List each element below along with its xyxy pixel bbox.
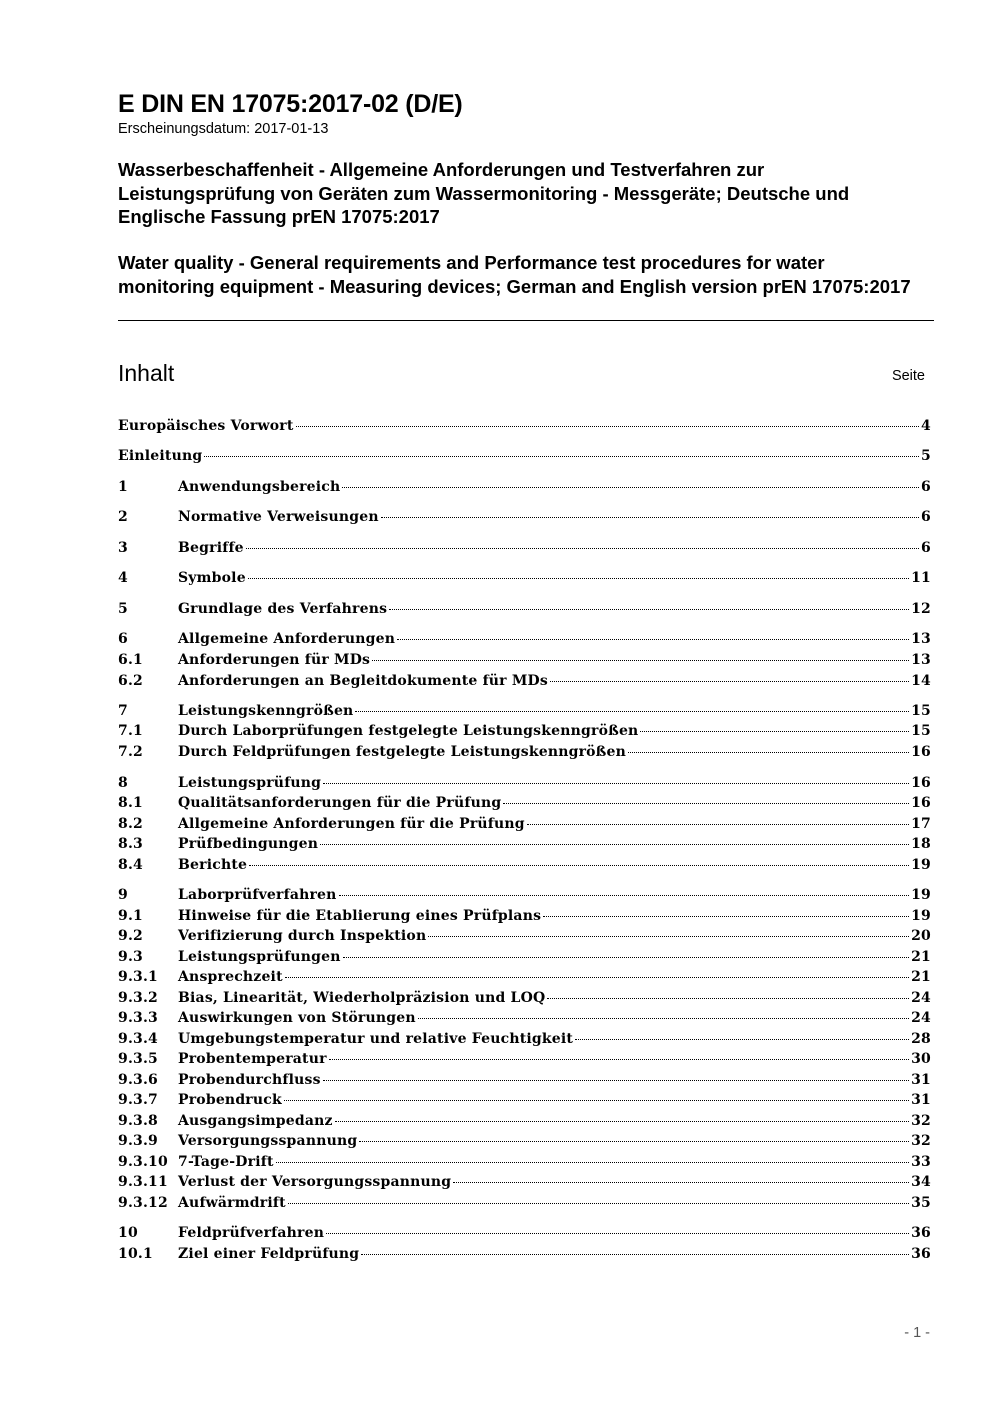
toc-entry-title: 7-Tage-Drift bbox=[178, 1154, 274, 1170]
toc-entry-title: Europäisches Vorwort bbox=[118, 418, 294, 434]
toc-dot-leader bbox=[288, 1203, 909, 1204]
toc-dot-leader bbox=[381, 517, 919, 518]
toc-entry-number: 8.4 bbox=[118, 857, 143, 873]
toc-entry[interactable] bbox=[118, 887, 931, 908]
toc-entry-title: Verlust der Versorgungsspannung bbox=[178, 1174, 452, 1190]
toc-entry[interactable] bbox=[118, 744, 931, 765]
toc-entry[interactable] bbox=[118, 509, 931, 530]
toc-entry-title: Auswirkungen von Störungen bbox=[178, 1010, 416, 1026]
toc-entry-page: 11 bbox=[911, 570, 931, 586]
toc-dot-leader bbox=[389, 609, 909, 610]
toc-entry-number: 10 bbox=[118, 1225, 138, 1241]
toc-entry-number: 9.3.1 bbox=[118, 969, 158, 985]
toc-dot-leader bbox=[543, 916, 909, 917]
toc-entry[interactable] bbox=[118, 1174, 931, 1195]
toc-entry-number: 8.3 bbox=[118, 836, 143, 852]
toc-entry[interactable] bbox=[118, 570, 931, 591]
toc-dot-leader bbox=[547, 998, 909, 999]
toc-entry-number: 2 bbox=[118, 509, 128, 525]
toc-entry[interactable] bbox=[118, 1010, 931, 1031]
toc-entry-page: 16 bbox=[911, 795, 931, 811]
toc-entry[interactable] bbox=[118, 652, 931, 673]
toc-entry[interactable] bbox=[118, 479, 931, 500]
toc-entry-title: Probentemperatur bbox=[178, 1051, 327, 1067]
toc-dot-leader bbox=[335, 1121, 909, 1122]
toc-entry[interactable] bbox=[118, 1092, 931, 1113]
toc-entry-title: Verifizierung durch Inspektion bbox=[178, 928, 427, 944]
toc-entry-number: 9.3.12 bbox=[118, 1195, 168, 1211]
toc-entry-number: 3 bbox=[118, 540, 128, 556]
toc-entry-page: 5 bbox=[921, 448, 931, 464]
toc-entry[interactable] bbox=[118, 1031, 931, 1052]
toc-entry-page: 20 bbox=[911, 928, 931, 944]
toc-entry-number: 9 bbox=[118, 887, 128, 903]
title-english: Water quality - General requirements and Performance test procedures for water monitoring equipment - Measuring devices; German and English version prEN 17075:2017 bbox=[118, 252, 911, 297]
toc-dot-leader bbox=[329, 1059, 909, 1060]
toc-entry-title: Leistungsprüfung bbox=[178, 775, 322, 791]
toc-entry-page: 6 bbox=[921, 540, 931, 556]
toc-entry-title: Hinweise für die Etablierung eines Prüfplans bbox=[178, 908, 542, 924]
toc-dot-leader bbox=[323, 783, 909, 784]
publication-date: Erscheinungsdatum: 2017-01-13 bbox=[118, 121, 329, 137]
toc-entry-page: 6 bbox=[921, 509, 931, 525]
toc-dot-leader bbox=[503, 803, 909, 804]
toc-entry-number: 5 bbox=[118, 601, 128, 617]
toc-entry-page: 16 bbox=[911, 744, 931, 760]
toc-entry-page: 19 bbox=[911, 857, 931, 873]
toc-entry-page: 13 bbox=[911, 652, 931, 668]
toc-entry-title: Umgebungstemperatur und relative Feuchtigkeit bbox=[178, 1031, 574, 1047]
toc-dot-leader bbox=[575, 1039, 909, 1040]
toc-entry-page: 24 bbox=[911, 990, 931, 1006]
toc-entry-title: Durch Laborprüfungen festgelegte Leistungskenngrößen bbox=[178, 723, 639, 739]
toc-entry-title: Bias, Linearität, Wiederholpräzision und LOQ bbox=[178, 990, 546, 1006]
toc-dot-leader bbox=[397, 639, 909, 640]
toc-heading: Inhalt bbox=[118, 360, 175, 386]
toc-entry[interactable] bbox=[118, 969, 931, 990]
toc-dot-leader bbox=[342, 487, 919, 488]
toc-dot-leader bbox=[527, 824, 909, 825]
toc-entry-number: 1 bbox=[118, 479, 128, 495]
toc-entry-title: Feldprüfverfahren bbox=[178, 1225, 325, 1241]
toc-entry[interactable] bbox=[118, 949, 931, 970]
toc-entry[interactable] bbox=[118, 795, 931, 816]
toc-entry[interactable] bbox=[118, 1072, 931, 1093]
toc-entry-number: 9.3.3 bbox=[118, 1010, 158, 1026]
toc-entry-page: 6 bbox=[921, 479, 931, 495]
toc-entry-page: 36 bbox=[911, 1246, 931, 1262]
toc-dot-leader bbox=[246, 548, 919, 549]
toc-entry-title: Probendurchfluss bbox=[178, 1072, 321, 1088]
toc-entry-number: 8.2 bbox=[118, 816, 143, 832]
toc-entry-number: 7.1 bbox=[118, 723, 143, 739]
toc-entry-title: Anforderungen an Begleitdokumente für MDs bbox=[178, 673, 548, 689]
toc-entry-title: Normative Verweisungen bbox=[178, 509, 379, 525]
toc-dot-leader bbox=[550, 681, 909, 682]
toc-entry-number: 6.1 bbox=[118, 652, 143, 668]
toc-entry-number: 7 bbox=[118, 703, 128, 719]
toc-entry[interactable] bbox=[118, 418, 931, 439]
toc-entry-page: 15 bbox=[911, 703, 931, 719]
toc-entry-title: Grundlage des Verfahrens bbox=[178, 601, 388, 617]
toc-entry-page: 33 bbox=[911, 1154, 931, 1170]
toc-entry-title: Anwendungsbereich bbox=[178, 479, 341, 495]
toc-page-column-label: Seite bbox=[891, 368, 925, 384]
page-number: - 1 - bbox=[904, 1325, 930, 1341]
toc-entry-page: 32 bbox=[911, 1113, 931, 1129]
toc-entry[interactable] bbox=[118, 775, 931, 796]
toc-dot-leader bbox=[204, 456, 919, 457]
toc-entry-title: Aufwärmdrift bbox=[178, 1195, 286, 1211]
toc-entry[interactable] bbox=[118, 1246, 931, 1267]
toc-entry-title: Durch Feldprüfungen festgelegte Leistungskenngrößen bbox=[178, 744, 627, 760]
toc-entry-title: Anforderungen für MDs bbox=[178, 652, 371, 668]
toc-entry[interactable] bbox=[118, 723, 931, 744]
toc-entry-number: 7.2 bbox=[118, 744, 143, 760]
toc-entry-number: 9.3.10 bbox=[118, 1154, 168, 1170]
toc-entry-title: Leistungskenngrößen bbox=[178, 703, 354, 719]
toc-entry-page: 13 bbox=[911, 631, 931, 647]
toc-entry[interactable] bbox=[118, 1133, 931, 1154]
toc-entry-number: 9.3.6 bbox=[118, 1072, 158, 1088]
title-german: Wasserbeschaffenheit - Allgemeine Anforderungen und Testverfahren zur Leistungsprüfung von Geräten zum Wassermonitoring - Messgeräte; Deutsche und Englische Fassung prEN 17075:2017 bbox=[118, 159, 850, 227]
toc-dot-leader bbox=[323, 1080, 909, 1081]
toc-entry[interactable] bbox=[118, 1154, 931, 1175]
toc-entry-number: 9.3.5 bbox=[118, 1051, 158, 1067]
toc-entry-page: 19 bbox=[911, 887, 931, 903]
toc-entry-number: 10.1 bbox=[118, 1246, 153, 1262]
toc-entry-title: Leistungsprüfungen bbox=[178, 949, 341, 965]
toc-dot-leader bbox=[640, 731, 909, 732]
toc-dot-leader bbox=[361, 1254, 909, 1255]
toc-entry-page: 36 bbox=[911, 1225, 931, 1241]
toc-entry[interactable] bbox=[118, 816, 931, 837]
toc-entry[interactable] bbox=[118, 836, 931, 857]
toc-dot-leader bbox=[248, 578, 909, 579]
toc-entry[interactable] bbox=[118, 673, 931, 694]
header-divider bbox=[118, 320, 934, 321]
toc-entry-number: 9.3.2 bbox=[118, 990, 158, 1006]
toc-entry[interactable] bbox=[118, 857, 931, 878]
toc-dot-leader bbox=[355, 711, 909, 712]
toc-entry-number: 8 bbox=[118, 775, 128, 791]
toc-entry[interactable] bbox=[118, 1195, 931, 1216]
toc-entry-page: 4 bbox=[921, 418, 931, 434]
toc-dot-leader bbox=[418, 1018, 909, 1019]
toc-dot-leader bbox=[296, 426, 920, 427]
toc-entry-title: Allgemeine Anforderungen bbox=[178, 631, 396, 647]
toc-entry-title: Symbole bbox=[178, 570, 246, 586]
toc-entry-page: 15 bbox=[911, 723, 931, 739]
toc-entry-title: Laborprüfverfahren bbox=[178, 887, 337, 903]
toc-entry-number: 8.1 bbox=[118, 795, 143, 811]
toc-entry-number: 9.3 bbox=[118, 949, 143, 965]
toc-entry-page: 21 bbox=[911, 969, 931, 985]
toc-entry-number: 6.2 bbox=[118, 673, 143, 689]
toc-entry-page: 35 bbox=[911, 1195, 931, 1211]
toc-dot-leader bbox=[428, 936, 909, 937]
toc-entry[interactable] bbox=[118, 1113, 931, 1134]
document-id: E DIN EN 17075:2017-02 (D/E) bbox=[118, 90, 463, 118]
toc-dot-leader bbox=[372, 660, 909, 661]
toc-entry-page: 30 bbox=[911, 1051, 931, 1067]
toc-dot-leader bbox=[343, 957, 909, 958]
toc-entry[interactable] bbox=[118, 1051, 931, 1072]
toc-entry-title: Allgemeine Anforderungen für die Prüfung bbox=[178, 816, 525, 832]
toc-dot-leader bbox=[276, 1162, 909, 1163]
toc-entry-number: 9.3.9 bbox=[118, 1133, 158, 1149]
toc-entry-title: Einleitung bbox=[118, 448, 203, 464]
toc-entry-title: Qualitätsanforderungen für die Prüfung bbox=[178, 795, 502, 811]
toc-entry-title: Ansprechzeit bbox=[178, 969, 283, 985]
toc-dot-leader bbox=[285, 977, 909, 978]
toc-entry[interactable] bbox=[118, 908, 931, 929]
toc-entry-title: Berichte bbox=[178, 857, 248, 873]
toc-dot-leader bbox=[628, 752, 909, 753]
toc-dot-leader bbox=[320, 844, 909, 845]
toc-entry[interactable] bbox=[118, 928, 931, 949]
toc-entry[interactable] bbox=[118, 703, 931, 724]
toc-entry[interactable] bbox=[118, 448, 931, 469]
toc-entry-page: 28 bbox=[911, 1031, 931, 1047]
toc-entry-page: 31 bbox=[911, 1072, 931, 1088]
toc-entry[interactable] bbox=[118, 990, 931, 1011]
toc-entry-page: 32 bbox=[911, 1133, 931, 1149]
toc-entry-title: Prüfbedingungen bbox=[178, 836, 319, 852]
toc-entry-page: 17 bbox=[911, 816, 931, 832]
toc-entry-number: 9.3.11 bbox=[118, 1174, 168, 1190]
toc-entry[interactable] bbox=[118, 631, 931, 652]
toc-dot-leader bbox=[326, 1233, 909, 1234]
toc-entry-page: 16 bbox=[911, 775, 931, 791]
toc-entry[interactable] bbox=[118, 1225, 931, 1246]
toc-entry-page: 31 bbox=[911, 1092, 931, 1108]
toc-dot-leader bbox=[453, 1182, 909, 1183]
toc-dot-leader bbox=[284, 1100, 909, 1101]
toc-dot-leader bbox=[249, 865, 909, 866]
toc-entry-title: Begriffe bbox=[178, 540, 244, 556]
toc-entry-number: 9.3.7 bbox=[118, 1092, 158, 1108]
toc-entry-page: 24 bbox=[911, 1010, 931, 1026]
toc-entry-number: 9.1 bbox=[118, 908, 143, 924]
toc-entry-title: Ausgangsimpedanz bbox=[178, 1113, 333, 1129]
toc-entry-page: 18 bbox=[911, 836, 931, 852]
toc-entry[interactable] bbox=[118, 601, 931, 622]
toc-entry-page: 34 bbox=[911, 1174, 931, 1190]
toc-dot-leader bbox=[339, 895, 910, 896]
toc-entry-page: 21 bbox=[911, 949, 931, 965]
toc-entry-title: Ziel einer Feldprüfung bbox=[178, 1246, 360, 1262]
toc-entry-page: 19 bbox=[911, 908, 931, 924]
toc-entry-title: Probendruck bbox=[178, 1092, 282, 1108]
toc-entry-number: 9.2 bbox=[118, 928, 143, 944]
toc-entry-page: 12 bbox=[911, 601, 931, 617]
toc-entry-number: 6 bbox=[118, 631, 128, 647]
toc-entry-number: 4 bbox=[118, 570, 128, 586]
toc-entry-title: Versorgungsspannung bbox=[178, 1133, 358, 1149]
toc-entry-number: 9.3.4 bbox=[118, 1031, 158, 1047]
toc-dot-leader bbox=[359, 1141, 909, 1142]
toc-entry-number: 9.3.8 bbox=[118, 1113, 158, 1129]
toc-entry-page: 14 bbox=[911, 673, 931, 689]
toc-entry[interactable] bbox=[118, 540, 931, 561]
